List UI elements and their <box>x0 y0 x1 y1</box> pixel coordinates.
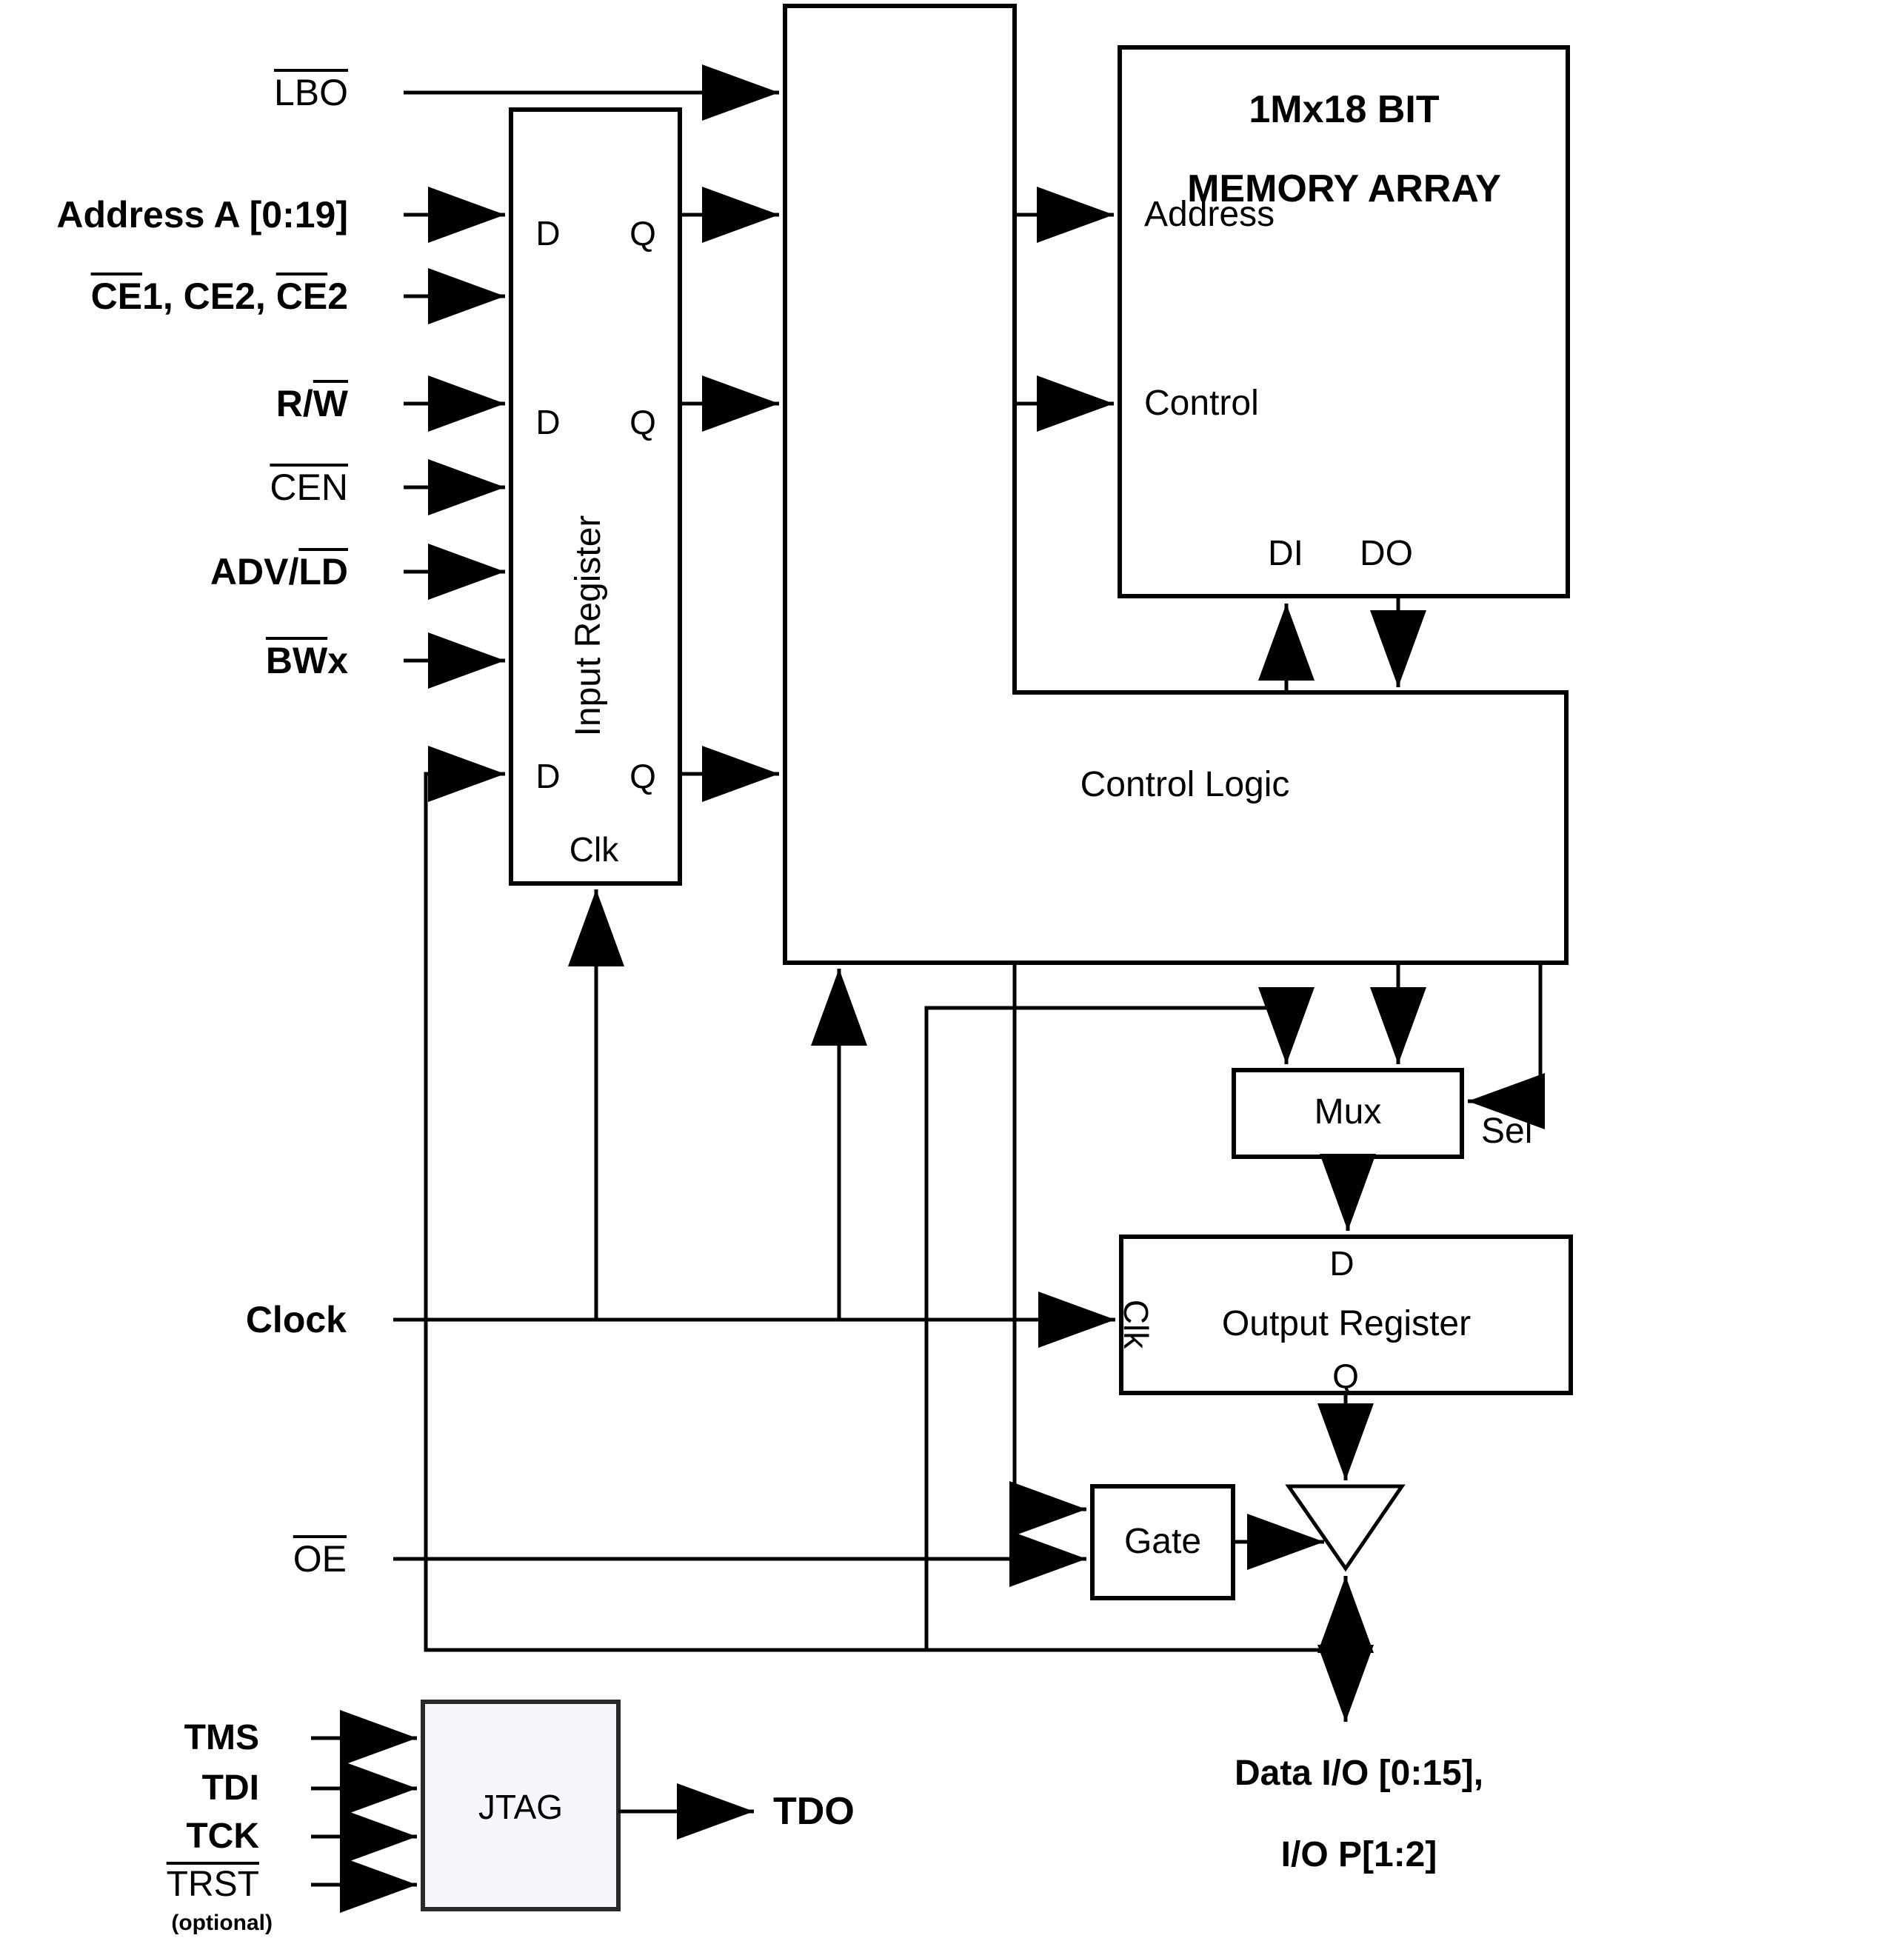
gate-title: Gate <box>1123 1522 1202 1561</box>
input-register-q3-port: Q <box>629 757 656 795</box>
input-register-title: Input Register <box>569 515 608 737</box>
output-register-d-port: D <box>1329 1244 1354 1283</box>
memory-array-do-port: DO <box>1360 534 1413 573</box>
data-io-label-line2: I/O P[1:2] <box>1280 1835 1437 1874</box>
input-register-d2-port: D <box>535 403 561 441</box>
signal-label-tms: TMS <box>184 1718 259 1757</box>
data-io-label-line1: Data I/O [0:15], <box>1234 1754 1484 1793</box>
memory-array-title-line1: 1Mx18 BIT <box>1249 88 1440 131</box>
signal-label-cen: $\overline{CEN}$ <box>270 467 348 508</box>
input-register-clk-port: Clk <box>569 830 619 869</box>
signal-label-trst: TRST <box>166 1865 259 1904</box>
signal-label-bwx: $\overline{BW}x$ <box>265 640 348 681</box>
control-logic-title: Control Logic <box>1080 765 1290 804</box>
signal-label-rw: $R/\overline{W}$ <box>275 383 348 424</box>
signal-label-clock: Clock <box>245 1299 347 1340</box>
signal-label-lbo: $\overline{LBO}$ <box>273 72 348 113</box>
jtag-title: JTAG <box>478 1788 564 1826</box>
input-register-d1-port: D <box>535 214 561 253</box>
signal-label-tdo: TDO <box>773 1790 855 1833</box>
mux-title: Mux <box>1314 1092 1382 1132</box>
output-register-clk-port: Clk <box>1117 1299 1155 1349</box>
output-register-title: Output Register <box>1221 1304 1472 1343</box>
mux-sel-port: Sel <box>1481 1112 1533 1151</box>
signal-label-tck: TCK <box>186 1817 259 1856</box>
wire-sel <box>1468 963 1540 1101</box>
signal-label-trst-optional: (optional) <box>171 1911 273 1935</box>
signal-label-tdi: TDI <box>201 1768 259 1808</box>
signal-label-ce: $\overline{CE}1$, CE2, $\overline{CE}2$ <box>90 275 348 317</box>
wire-control-to-gate <box>1015 963 1086 1509</box>
output-register-q-port: Q <box>1332 1357 1359 1395</box>
memory-array-address-port: Address <box>1144 195 1275 234</box>
signal-label-address: Address A [0:19] <box>56 194 348 235</box>
signal-label-advld: ADV/$\overline{LD}$ <box>210 551 348 592</box>
tristate-buffer-icon <box>1289 1486 1402 1568</box>
input-register-q2-port: Q <box>629 403 656 441</box>
memory-array-di-port: DI <box>1268 534 1303 573</box>
input-register-q1-port: Q <box>629 214 656 253</box>
input-register-d3-port: D <box>535 757 561 795</box>
memory-array-title-line2: MEMORY ARRAY <box>1187 167 1501 210</box>
signal-label-oe: $\overline{OE}$ <box>293 1538 347 1580</box>
memory-array-control-port: Control <box>1144 384 1259 423</box>
